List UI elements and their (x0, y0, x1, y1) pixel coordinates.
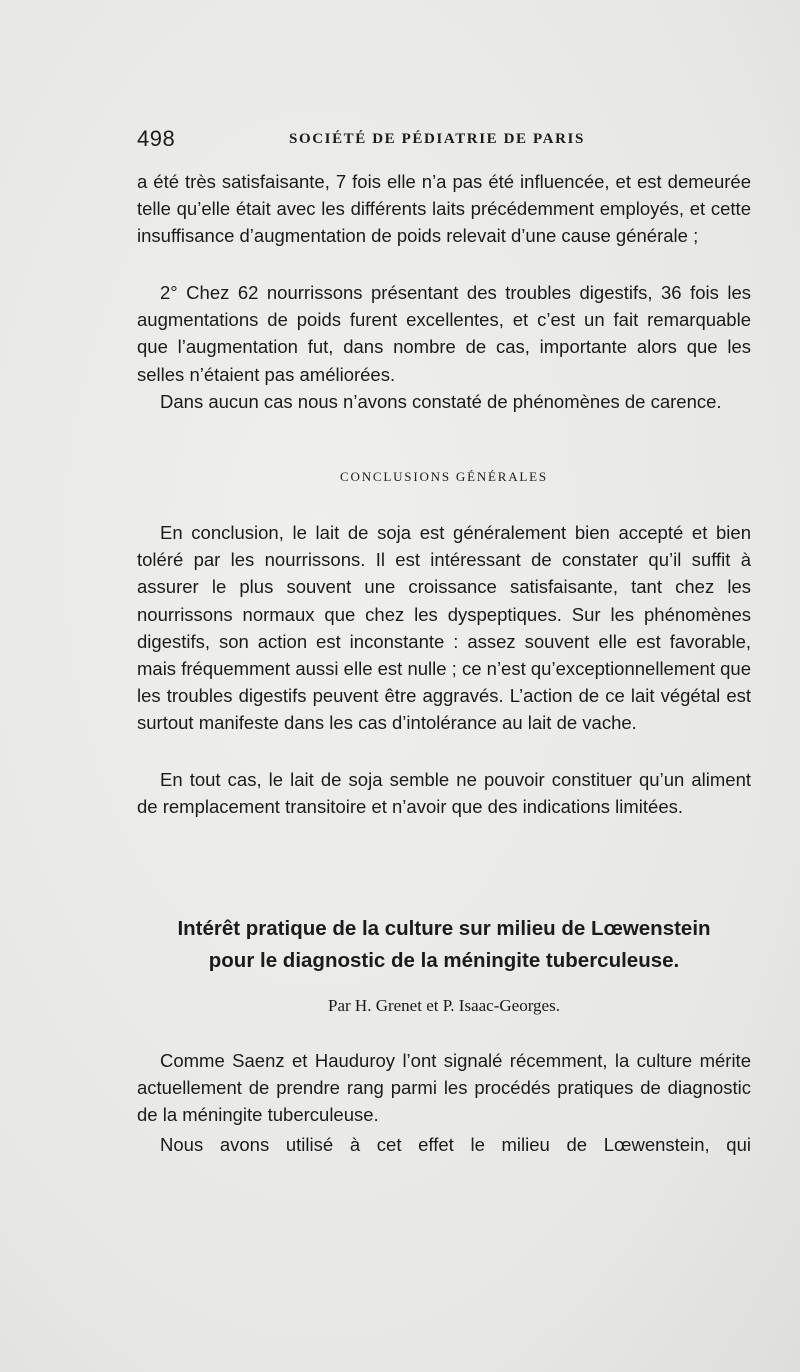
paragraph-conclusion: En conclusion, le lait de soja est généralement bien accepté et bien toléré par les nourrissons. Il est intéressant de constater qu’il suffit à assurer le plus souvent une croissance satisfaisante, tant chez les nourrissons normaux que chez les dyspeptiques. Sur les phénomènes digestifs, son action est inconstante : assez souvent elle est favorable, mais fréquemment aussi elle est nulle ; ce n’est qu’exceptionnellement que les troubles digestifs peuvent être aggravés. L’action de ce lait végétal est surtout manifeste dans les cas d’intolérance au lait de vache. (137, 522, 751, 734)
page-header (137, 126, 752, 156)
paragraph-final-remark: En tout cas, le lait de soja semble ne pouvoir constituer qu’un aliment de remplacement transitoire et n’avoir que des indications limitées. (137, 769, 751, 818)
page-number: 498 (137, 126, 176, 151)
paragraph-continued: a été très satisfaisante, 7 fois elle n’a pas été influencée, et est demeurée telle qu’elle était avec les différents laits précédemment employés, et cette insuffisance d’augmentation de poids relevait d’une cause générale ; (137, 171, 751, 247)
article-title (137, 913, 751, 977)
article-title-line-2: pour le diagnostic de la méningite tuberculeuse. (208, 949, 680, 972)
article-byline: Par H. Grenet et P. Isaac-Georges. (328, 996, 560, 1015)
paragraph-article-intro: Comme Saenz et Hauduroy l’ont signalé récemment, la culture mérite actuellement de prendre rang parmi les procédés pratiques de diagnostic de la méningite tuberculeuse. (137, 1050, 751, 1126)
paragraph-article-method: Nous avons utilisé à cet effet le milieu de Lœwenstein, qui (160, 1134, 751, 1155)
paragraph-digestive-troubles: 2° Chez 62 nourrissons présentant des troubles digestifs, 36 fois les augmentations de poids furent excellentes, et c’est un fait remarquable que l’augmentation fut, dans nombre de cas, importante alors que les selles n’étaient pas améliorées. (137, 282, 751, 385)
section-heading-conclusions: CONCLUSIONS GÉNÉRALES (340, 469, 548, 484)
running-head: SOCIÉTÉ DE PÉDIATRIE DE PARIS (289, 131, 585, 147)
article-title-line-1: Intérêt pratique de la culture sur milieu de Lœwenstein (177, 917, 711, 940)
paragraph-carence: Dans aucun cas nous n’avons constaté de phénomènes de carence. (160, 391, 722, 412)
